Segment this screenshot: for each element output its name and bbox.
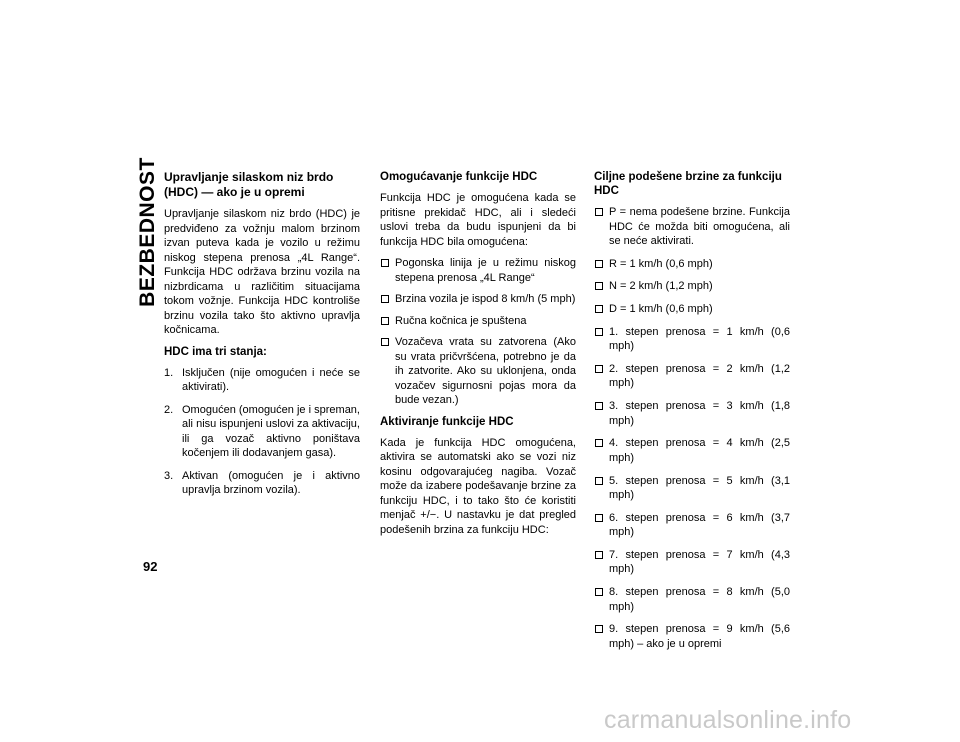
item-text: 3. stepen prenosa = 3 km/h (1,8 mph) <box>609 400 790 427</box>
checkbox-bullet-icon <box>595 625 603 633</box>
activate-heading: Aktiviranje funkcije HDC <box>380 415 514 428</box>
checkbox-bullet-icon <box>595 588 603 596</box>
list-item <box>594 325 790 354</box>
speeds-list <box>594 205 790 651</box>
checkbox-bullet-icon <box>595 328 603 336</box>
conditions-list <box>380 256 576 408</box>
item-number: 3. <box>164 469 174 482</box>
item-number: 1. <box>164 366 174 379</box>
states-heading: HDC ima tri stanja: <box>164 345 267 358</box>
item-number: 2. <box>164 403 174 416</box>
item-text: P = nema podešene brzine. Funkcija HDC će možda biti omogućena, ali se neće aktivirati. <box>609 206 790 247</box>
item-text: Brzina vozila je ispod 8 km/h (5 mph) <box>395 293 576 305</box>
list-item <box>594 257 790 272</box>
checkbox-bullet-icon <box>381 295 389 303</box>
list-item <box>380 314 576 329</box>
item-text: Pogonska linija je u režimu niskog stepena prenosa „4L Range“ <box>395 257 576 284</box>
item-text: 7. stepen prenosa = 7 km/h (4,3 mph) <box>609 548 790 576</box>
list-item <box>594 205 790 249</box>
checkbox-bullet-icon <box>595 305 603 313</box>
checkbox-bullet-icon <box>381 338 389 346</box>
item-text: 1. stepen prenosa = 1 km/h (0,6 mph) <box>609 325 790 353</box>
states-list <box>164 366 360 498</box>
checkbox-bullet-icon <box>595 402 603 410</box>
item-text: 8. stepen prenosa = 8 km/h (5,0 mph) <box>609 586 790 613</box>
item-text: N = 2 km/h (1,2 mph) <box>609 280 713 293</box>
item-text: 4. stepen prenosa = 4 km/h (2,5 mph) <box>609 437 790 464</box>
checkbox-bullet-icon <box>595 439 603 447</box>
page-number: 92 <box>143 559 158 574</box>
enable-heading: Omogućavanje funkcije HDC <box>380 171 538 183</box>
intro-paragraph: Upravljanje silaskom niz brdo (HDC) je predviđeno za vožnju malom brzinom izvan puteva kada je vozilo u režimu niskog stepena prenosa „4L Range“. Funkcija HDC održava brzinu vozila na nizbrdicama u različitim situacijama tokom vožnje. Funkcija HDC kontroliše brzinu vozila tako što aktivno upravlja kočnicama. <box>164 208 360 336</box>
checkbox-bullet-icon <box>381 259 389 267</box>
item-text: Ručna kočnica je spuštena <box>395 314 527 327</box>
list-item <box>594 362 790 391</box>
item-text: Aktivan (omogućen je i aktivno upravlja brzinom vozila). <box>182 469 360 496</box>
list-item <box>594 548 790 577</box>
section-title: Upravljanje silaskom niz brdo (HDC) — ako je u opremi <box>164 170 334 199</box>
list-item <box>594 436 790 465</box>
section-tab-label: BEZBEDNOST <box>136 157 159 307</box>
list-item <box>594 511 790 540</box>
checkbox-bullet-icon <box>595 282 603 290</box>
checkbox-bullet-icon <box>595 260 603 268</box>
column-2 <box>380 170 576 544</box>
list-item <box>380 292 576 307</box>
checkbox-bullet-icon <box>595 477 603 485</box>
speeds-heading: Ciljne podešene brzine za funkciju HDC <box>594 171 782 197</box>
item-text: Omogućen (omogućen je i spreman, ali nisu ispunjeni uslovi za aktivaciju, ili ga vozač aktivno poništava kočenjem ili dodavanjem gasa). <box>182 403 360 459</box>
list-item <box>594 302 790 317</box>
item-text: Vozačeva vrata su zatvorena (Ako su vrata pričvršćena, potrebno je da ih zatvorite. Ako su uklonjena, onda vozačev sigurnosni pojas mora da bude vezan.) <box>395 336 576 406</box>
list-item <box>164 366 360 395</box>
checkbox-bullet-icon <box>381 317 389 325</box>
column-3 <box>594 170 790 659</box>
checkbox-bullet-icon <box>595 514 603 522</box>
list-item <box>594 622 790 651</box>
list-item <box>380 256 576 285</box>
enable-paragraph: Funkcija HDC je omogućena kada se pritisne prekidač HDC, ali i sledeći uslovi treba da budu ispunjeni da bi funkcija HDC bila omogućena: <box>380 192 576 248</box>
activate-paragraph: Kada je funkcija HDC omogućena, aktivira se automatski ako se vozi niz kosinu odgovarajućeg nagiba. Vozač može da izabere podešavanje brzine za funkciju HDC, i to tako što će koristiti menjač +/−. U nastavku je dat pregled podešenih brzina za funkciju HDC: <box>380 436 576 536</box>
checkbox-bullet-icon <box>595 208 603 216</box>
list-item <box>594 399 790 428</box>
item-text: Isključen (nije omogućen i neće se aktivirati). <box>182 366 360 393</box>
checkbox-bullet-icon <box>595 551 603 559</box>
watermark: carmanualsonline.info <box>604 706 852 734</box>
item-text: 5. stepen prenosa = 5 km/h (3,1 mph) <box>609 474 790 501</box>
section-tab <box>136 157 159 307</box>
list-item <box>380 335 576 408</box>
list-item <box>594 474 790 503</box>
item-text: D = 1 km/h (0,6 mph) <box>609 303 713 316</box>
list-item <box>164 469 360 498</box>
item-text: R = 1 km/h (0,6 mph) <box>609 257 713 270</box>
list-item <box>594 585 790 614</box>
item-text: 2. stepen prenosa = 2 km/h (1,2 mph) <box>609 362 790 390</box>
list-item <box>164 403 360 461</box>
item-text: 6. stepen prenosa = 6 km/h (3,7 mph) <box>609 511 790 539</box>
checkbox-bullet-icon <box>595 365 603 373</box>
list-item <box>594 279 790 294</box>
item-text: 9. stepen prenosa = 9 km/h (5,6 mph) – ako je u opremi <box>609 623 790 650</box>
column-1 <box>164 170 360 506</box>
